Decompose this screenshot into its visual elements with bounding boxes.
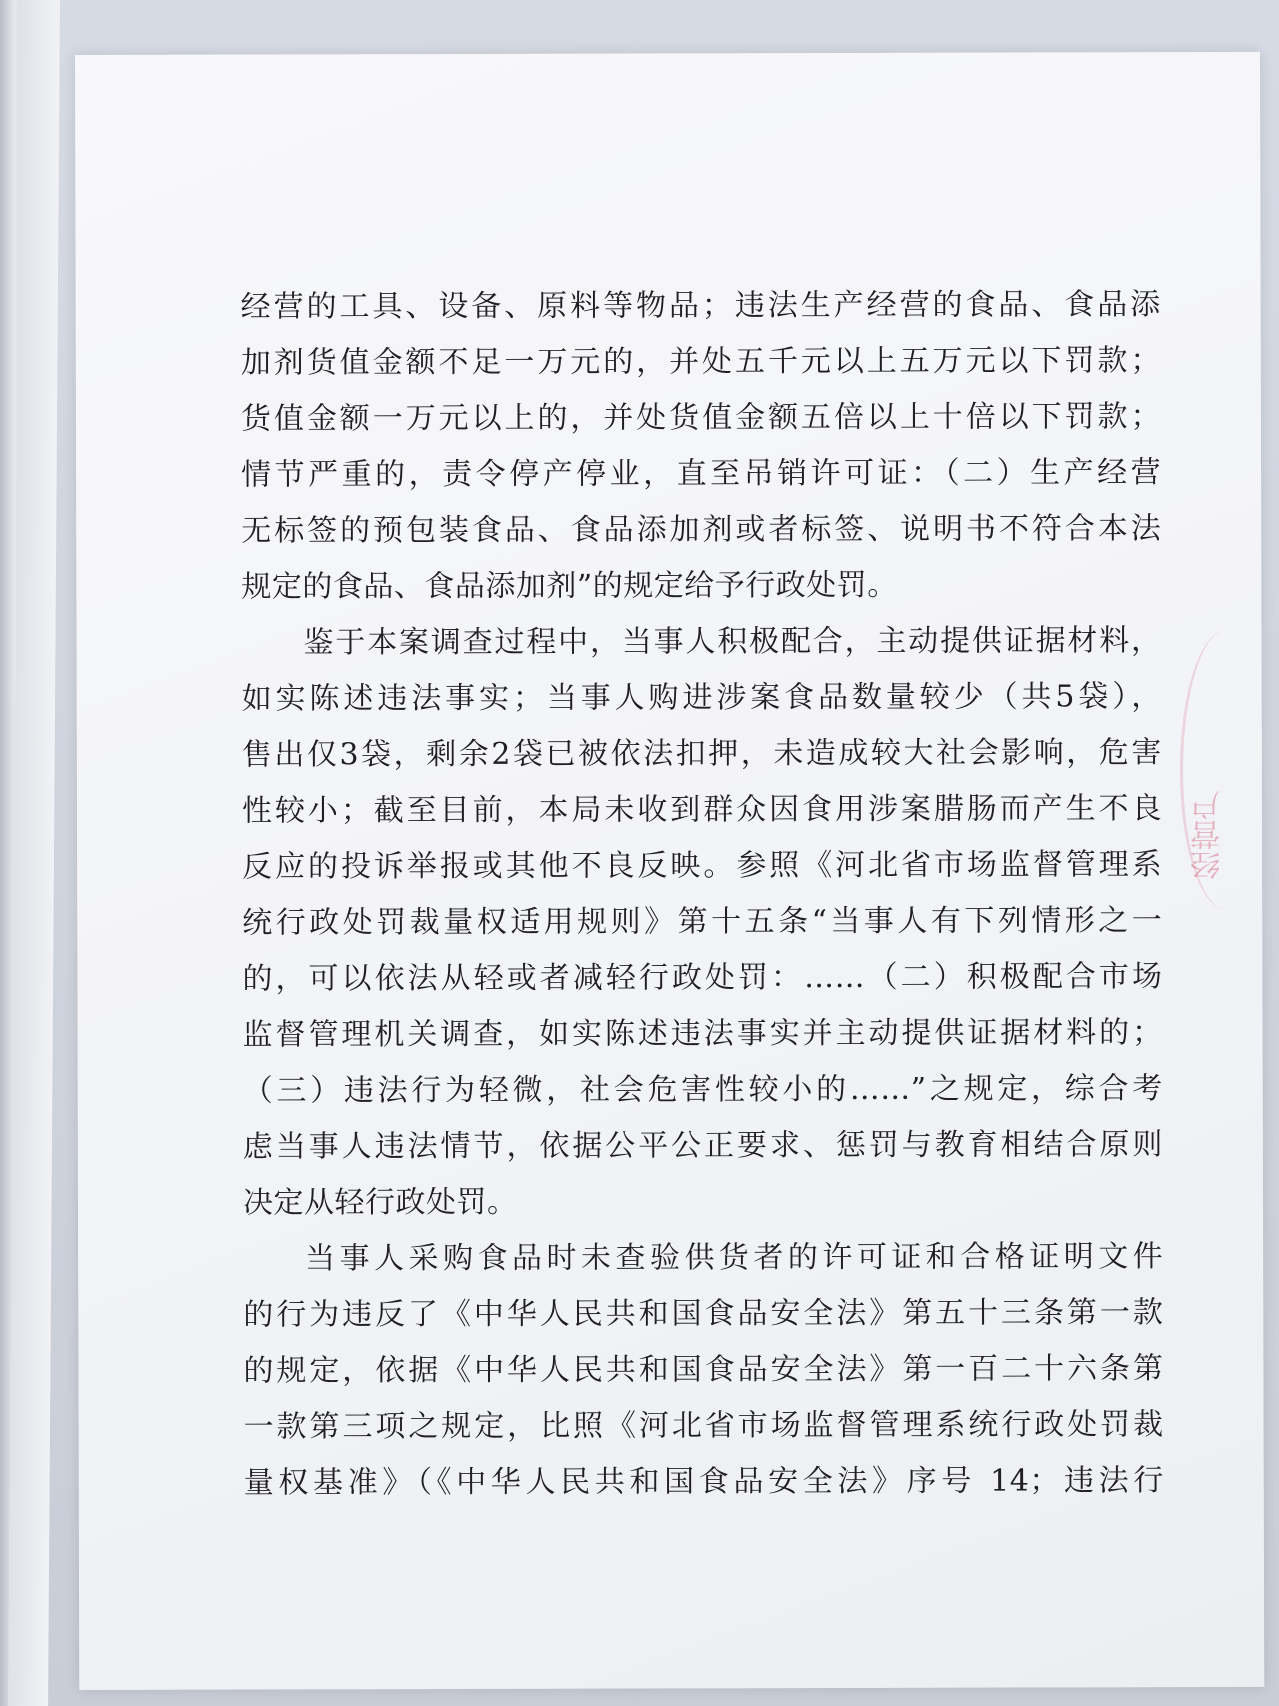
text-line: 统行政处罚裁量权适用规则》第十五条“当事人有下列情形之一	[242, 903, 1163, 941]
seal-stamp-text: 经营户	[1191, 790, 1226, 880]
text-line: 虑当事人违法情节，依据公平公正要求、惩罚与教育相结合原则	[242, 1127, 1163, 1165]
text-line: 决定从轻行政处罚。	[242, 1184, 518, 1221]
text-line: 情节严重的，责令停产停业，直至吊销许可证：（二）生产经营	[241, 455, 1162, 493]
document-body	[241, 277, 1164, 1511]
text-line: 如实陈述违法事实；当事人购进涉案食品数量较少（共5袋），	[241, 679, 1162, 717]
text-line: 的行为违反了《中华人民共和国食品安全法》第五十三条第一款	[243, 1295, 1164, 1333]
text-line: 量权基准》（《中华人民共和国食品安全法》序号 14；违法行	[243, 1463, 1164, 1501]
text-line: 货值金额一万元以上的，并处货值金额五倍以上十倍以下罚款；	[240, 399, 1161, 437]
document-page	[75, 52, 1264, 1690]
text-line: 经营的工具、设备、原料等物品；违法生产经营的食品、食品添	[240, 287, 1161, 325]
text-line: 加剂货值金额不足一万元的，并处五千元以上五万元以下罚款；	[240, 343, 1161, 381]
text-line: （三）违法行为轻微，社会危害性较小的……”之规定，综合考	[242, 1071, 1163, 1109]
text-line: 售出仅3袋，剩余2袋已被依法扣押，未造成较大社会影响，危害	[241, 735, 1162, 773]
text-line: 的，可以依法从轻或者减轻行政处罚：……（二）积极配合市场	[242, 959, 1163, 997]
text-line: 无标签的预包装食品、食品添加剂或者标签、说明书不符合本法	[241, 511, 1162, 549]
text-line: 反应的投诉举报或其他不良反映。参照《河北省市场监督管理系	[242, 847, 1163, 885]
text-line: 监督管理机关调查，如实陈述违法事实并主动提供证据材料的；	[242, 1015, 1163, 1053]
text-line: 的规定，依据《中华人民共和国食品安全法》第一百二十六条第	[243, 1351, 1164, 1389]
paragraph-start-line: 当事人采购食品时未查验供货者的许可证和合格证明文件	[305, 1239, 1164, 1277]
text-line: 一款第三项之规定，比照《河北省市场监督管理系统行政处罚裁	[243, 1407, 1164, 1445]
text-line: 规定的食品、食品添加剂”的规定给予行政处罚。	[241, 567, 898, 605]
paragraph-start-line: 鉴于本案调查过程中，当事人积极配合，主动提供证据材料，	[303, 623, 1162, 661]
text-line: 性较小；截至目前，本局未收到群众因食用涉案腊肠而产生不良	[241, 791, 1163, 829]
